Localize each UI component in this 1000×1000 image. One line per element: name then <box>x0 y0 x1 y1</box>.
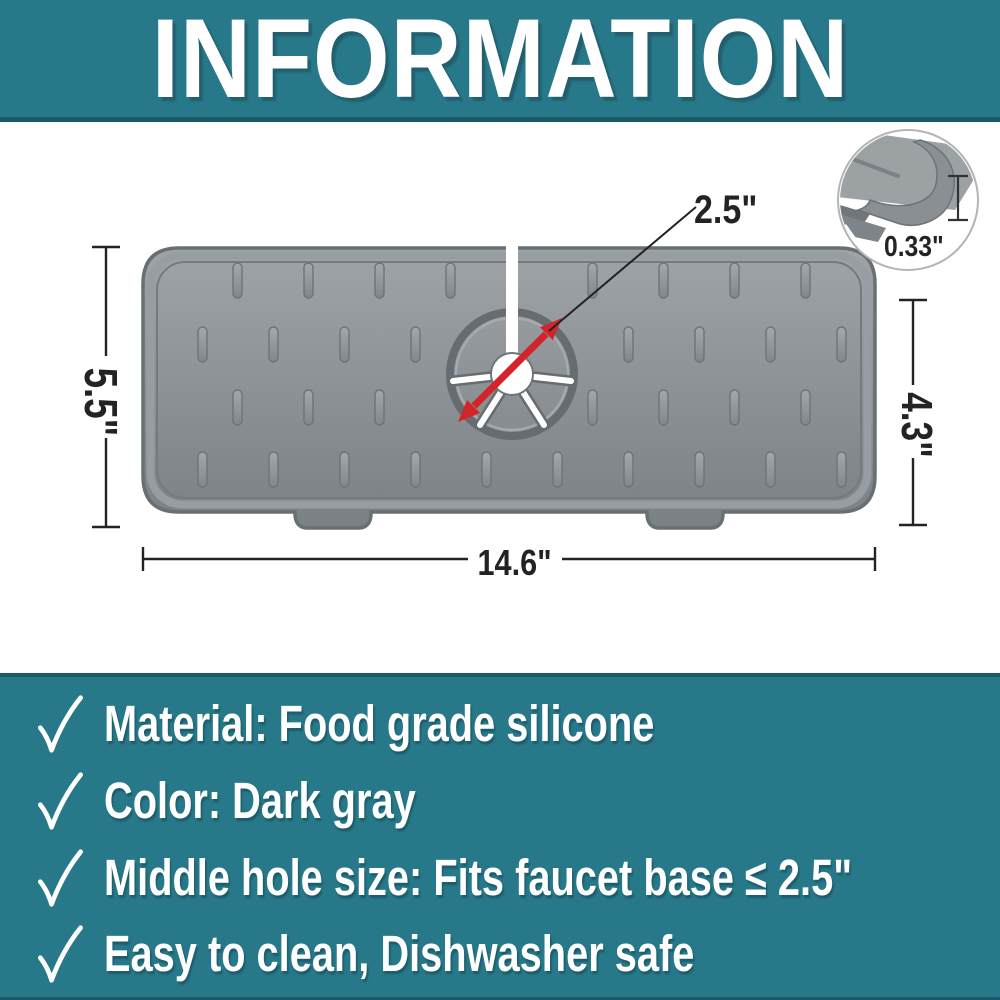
dim-label-right-height: 4.3" <box>892 392 941 458</box>
feature-row <box>33 848 1000 908</box>
feature-text: Material: Food grade silicone <box>104 695 655 752</box>
dim-label-left-height: 5.5" <box>75 367 127 437</box>
feature-text: Easy to clean, Dishwasher safe <box>104 925 695 982</box>
page-title: INFORMATION <box>151 0 849 121</box>
feature-text: Middle hole size: Fits faucet base ≤ 2.5" <box>104 849 853 906</box>
dim-label-width: 14.6" <box>477 542 553 583</box>
feature-row <box>33 924 861 984</box>
checkmark-icon <box>33 848 87 908</box>
feature-text: Color: Dark gray <box>104 772 416 829</box>
dim-label-hole-diameter: 2.5" <box>694 188 758 232</box>
faucet-slit <box>506 243 518 365</box>
checkmark-icon <box>33 924 87 984</box>
faucet-hole-center <box>491 353 533 395</box>
dim-label-edge-thickness: 0.33" <box>884 231 944 263</box>
feature-row <box>33 694 810 754</box>
checkmark-icon <box>33 694 87 754</box>
checkmark-icon <box>33 771 87 831</box>
feature-row <box>33 771 504 831</box>
